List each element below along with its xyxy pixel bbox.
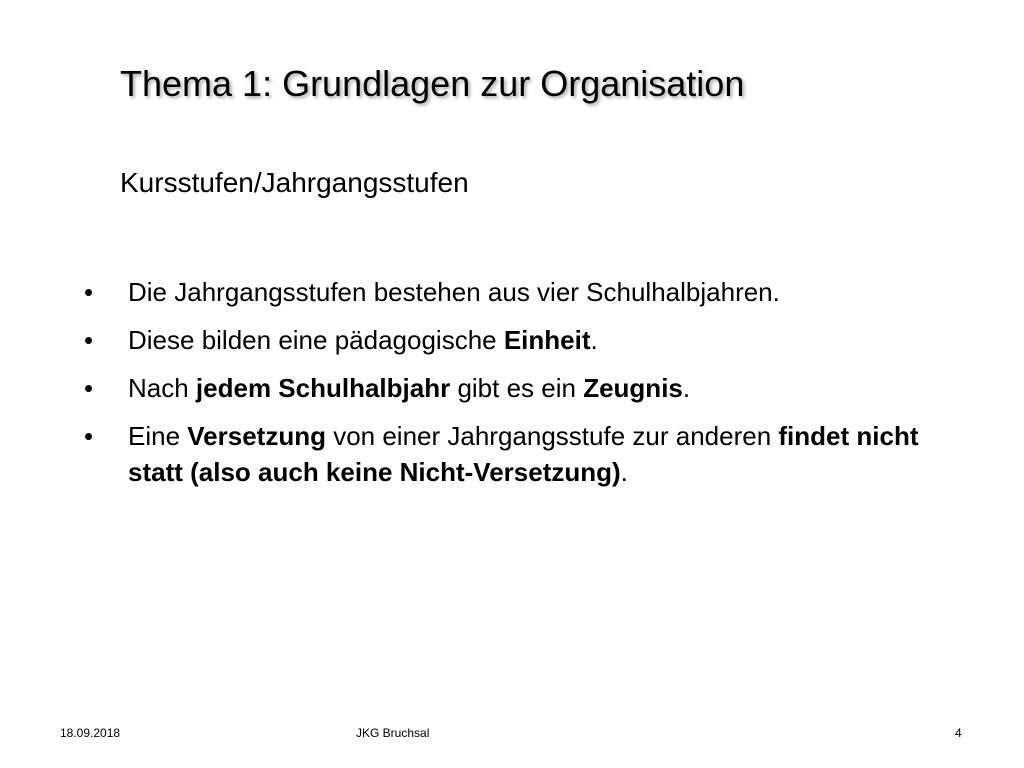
bullet-text: Die Jahrgangsstufen bestehen aus vier Schulhalbjahren. xyxy=(128,277,780,307)
slide-title: Thema 1: Grundlagen zur Organisation xyxy=(120,63,745,104)
bullet-item xyxy=(84,322,964,358)
bullet-text-bold: Einheit xyxy=(503,325,591,355)
bullet-icon: • xyxy=(84,421,94,451)
bullet-item xyxy=(84,418,964,490)
bullet-icon: • xyxy=(84,277,94,307)
bullet-text-bold: Versetzung xyxy=(187,421,326,451)
bullet-item xyxy=(84,274,964,310)
bullet-text: Eine xyxy=(128,421,188,451)
bullet-text: Diese bilden eine pädagogische xyxy=(128,325,504,355)
bullet-text-bold: Zeugnis xyxy=(583,373,683,403)
footer-center-text: JKG Bruchsal xyxy=(356,726,430,740)
bullet-text-bold: jedem Schulhalbjahr xyxy=(195,373,451,403)
footer-date: 18.09.2018 xyxy=(60,726,121,740)
bullet-icon: • xyxy=(84,373,94,403)
bullet-text: . xyxy=(682,373,691,403)
bullet-list xyxy=(84,274,964,502)
bullet-text: Nach xyxy=(128,373,196,403)
page-number: 4 xyxy=(955,726,962,740)
slide-subtitle: Kursstufen/Jahrgangsstufen xyxy=(120,167,469,198)
bullet-text: gibt es ein xyxy=(450,373,584,403)
bullet-icon: • xyxy=(84,325,94,355)
bullet-text: von einer Jahrgangsstufe zur anderen xyxy=(325,421,779,451)
bullet-text: . xyxy=(590,325,598,355)
bullet-text-bold: findet nicht statt (also auch keine Nicht-Versetzung) xyxy=(128,421,919,487)
bullet-item xyxy=(84,370,964,406)
bullet-text: . xyxy=(620,457,628,487)
